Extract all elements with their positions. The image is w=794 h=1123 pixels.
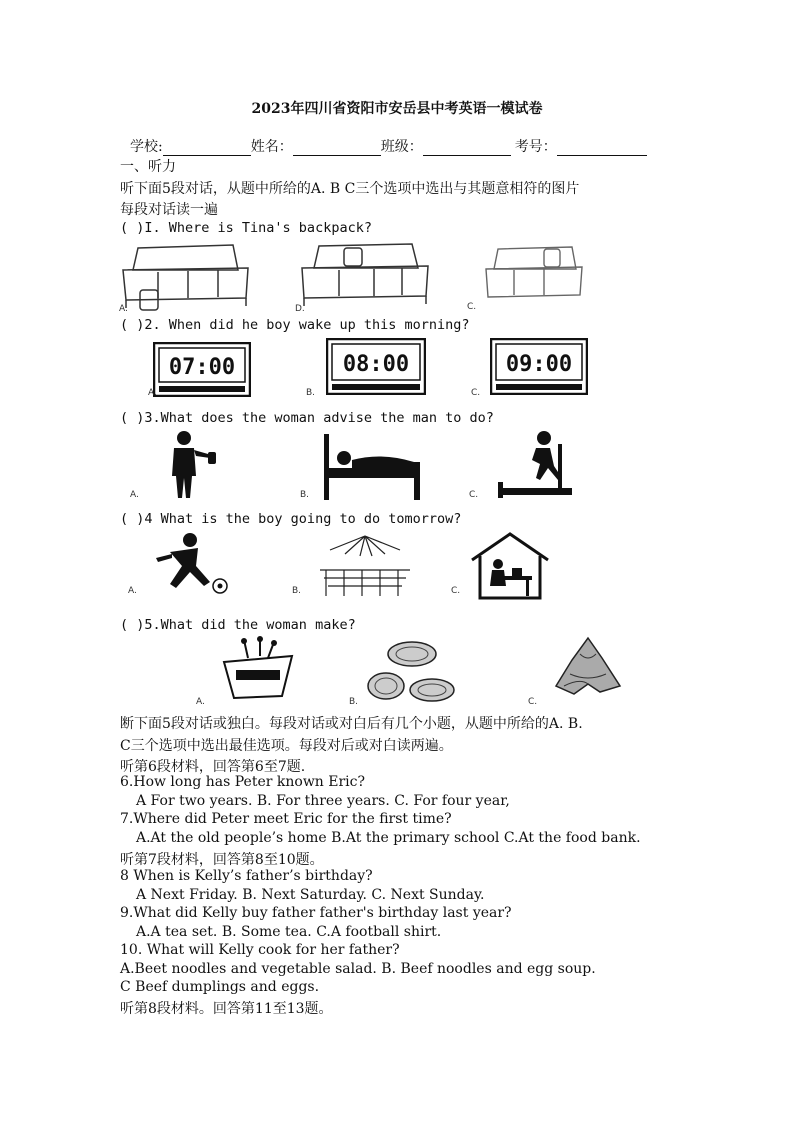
- drinking-man-picture: [160, 430, 224, 500]
- option-label: A.: [119, 304, 128, 314]
- option-label: C.: [467, 302, 477, 312]
- question-options: A.A tea set. B. Some tea. C.A football shirt.: [136, 924, 442, 940]
- class-blank[interactable]: [423, 141, 511, 156]
- class-label: 班级：: [380, 139, 423, 155]
- option-label: C.: [528, 697, 538, 707]
- option-label: A.: [196, 697, 205, 707]
- noodles-picture: [220, 636, 296, 702]
- question-text: 7.Where did Peter meet Eric for the first time?: [120, 811, 452, 827]
- question-text: 10. What will Kelly cook for her father?: [120, 942, 400, 958]
- study-at-home-picture: [468, 530, 552, 600]
- section-instruction: 每段对话读一遍: [120, 202, 218, 218]
- question-text: ( )I. Where is Tina's backpack?: [120, 220, 372, 236]
- clock-picture-b: [326, 338, 426, 395]
- page-title: 2023年四川省资阳市安岳县中考英语一模试卷: [251, 101, 543, 117]
- question-text: 6.How long has Peter known Eric?: [120, 774, 366, 790]
- section-instruction: 断下面5段对话或独白。每段对话或对白后有几个小题，从题中所给的A. B.: [120, 716, 583, 732]
- option-label: B.: [349, 697, 359, 707]
- pancakes-picture: [366, 638, 456, 704]
- section-instruction: 听下面5段对话，从题中所给的A. B C三个选项中选出与其题意相符的图片: [120, 181, 580, 197]
- question-text: ( )4 What is the boy going to do tomorrow?: [120, 511, 462, 527]
- question-text: ( )5.What did the woman make?: [120, 617, 356, 633]
- material-heading: 听第6段材料，回答第6至7题.: [120, 759, 306, 775]
- option-label: B.: [306, 388, 316, 398]
- name-label: 姓名：: [250, 139, 293, 155]
- school-label: 学校:: [130, 139, 163, 155]
- hall-picture: [310, 530, 420, 600]
- section-heading: 一、听力: [120, 159, 176, 175]
- section-instruction: C三个选项中选出最佳选项。每段对后或对白读两遍。: [120, 738, 453, 754]
- clock-time: 07:00: [168, 355, 236, 380]
- sofa-picture-a: [118, 240, 253, 315]
- option-label: A.: [128, 586, 137, 596]
- treadmill-picture: [498, 430, 582, 500]
- option-label: C.: [471, 388, 481, 398]
- option-label: A.: [148, 388, 157, 398]
- student-info-row: [130, 136, 647, 156]
- school-blank[interactable]: [163, 141, 251, 156]
- question-options: C Beef dumplings and eggs.: [120, 979, 320, 995]
- question-text: ( )2. When did he boy wake up this morning?: [120, 317, 470, 333]
- question-text: 8 When is Kelly’s father’s birthday?: [120, 868, 373, 884]
- question-options: A.At the old people’s home B.At the primary school C.At the food bank.: [136, 830, 641, 846]
- dumplings-picture: [550, 634, 626, 700]
- option-label: A.: [130, 490, 139, 500]
- question-text: 9.What did Kelly buy father father's birthday last year?: [120, 905, 512, 921]
- clock-picture-c: [490, 338, 588, 395]
- number-blank[interactable]: [557, 141, 647, 156]
- option-label: B.: [292, 586, 302, 596]
- question-options: A For two years. B. For three years. C. For four year,: [136, 793, 510, 809]
- football-picture: [150, 532, 230, 596]
- sofa-picture-c: [484, 243, 584, 309]
- sleeping-man-picture: [322, 432, 426, 502]
- option-label: C.: [451, 586, 461, 596]
- question-text: ( )3.What does the woman advise the man to do?: [120, 410, 494, 426]
- number-label: 考号：: [514, 139, 557, 155]
- clock-time: 09:00: [505, 352, 573, 377]
- material-heading: 听第8段材料。回答第11至13题。: [120, 1001, 333, 1017]
- question-options: A.Beet noodles and vegetable salad. B. Beef noodles and egg soup.: [120, 961, 596, 977]
- option-label: D.: [295, 304, 305, 314]
- material-heading: 听第7段材料，回答第8至10题。: [120, 852, 324, 868]
- question-options: A Next Friday. B. Next Saturday. C. Next Sunday.: [136, 887, 485, 903]
- option-label: C.: [469, 490, 479, 500]
- sofa-picture-b: [294, 240, 434, 310]
- option-label: B.: [300, 490, 310, 500]
- clock-picture-a: [153, 342, 251, 397]
- clock-time: 08:00: [342, 352, 410, 377]
- name-blank[interactable]: [293, 141, 381, 156]
